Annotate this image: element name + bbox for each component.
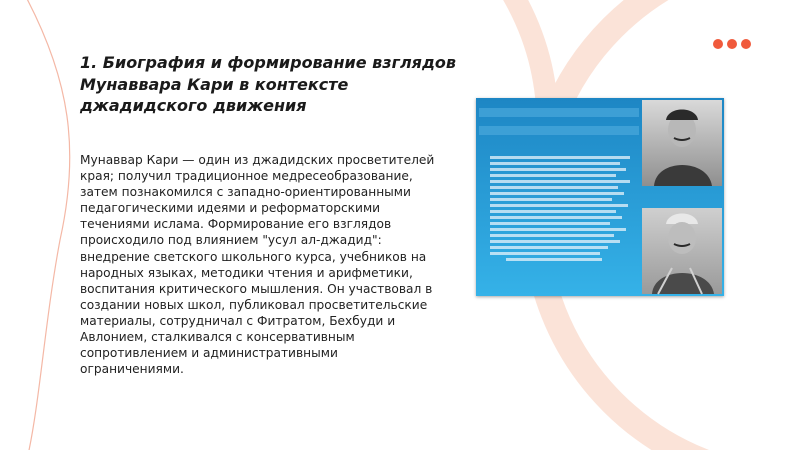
decorative-dots: [713, 39, 751, 49]
dot-icon: [727, 39, 737, 49]
slide-title: 1. Биография и формирование взглядов Мунаввара Кари в контексте джадидского движения: [80, 53, 456, 115]
slide-body-text: Мунаввар Кари — один из джадидских просветителей края; получил традиционное медресеобразование, затем познакомился с западно-ориентированными педагогическими идеями и реформаторскими течениями ислама. Формирование его взглядов происходило под влиянием "усул ал-джадид": внедрение светского школьного курса, учебников на народных языках, методики чтения и арифметики, воспитания критического мышления. Он участвовал в создании новых школ, публиковал просветительские материалы, сотрудничал с Фитратом, Бехбуди и Авлонием, сталкивался с консервативным сопротивлением и административными ограничениями.: [80, 153, 435, 377]
slide-illustration: [476, 98, 724, 296]
dot-icon: [741, 39, 751, 49]
dot-icon: [713, 39, 723, 49]
